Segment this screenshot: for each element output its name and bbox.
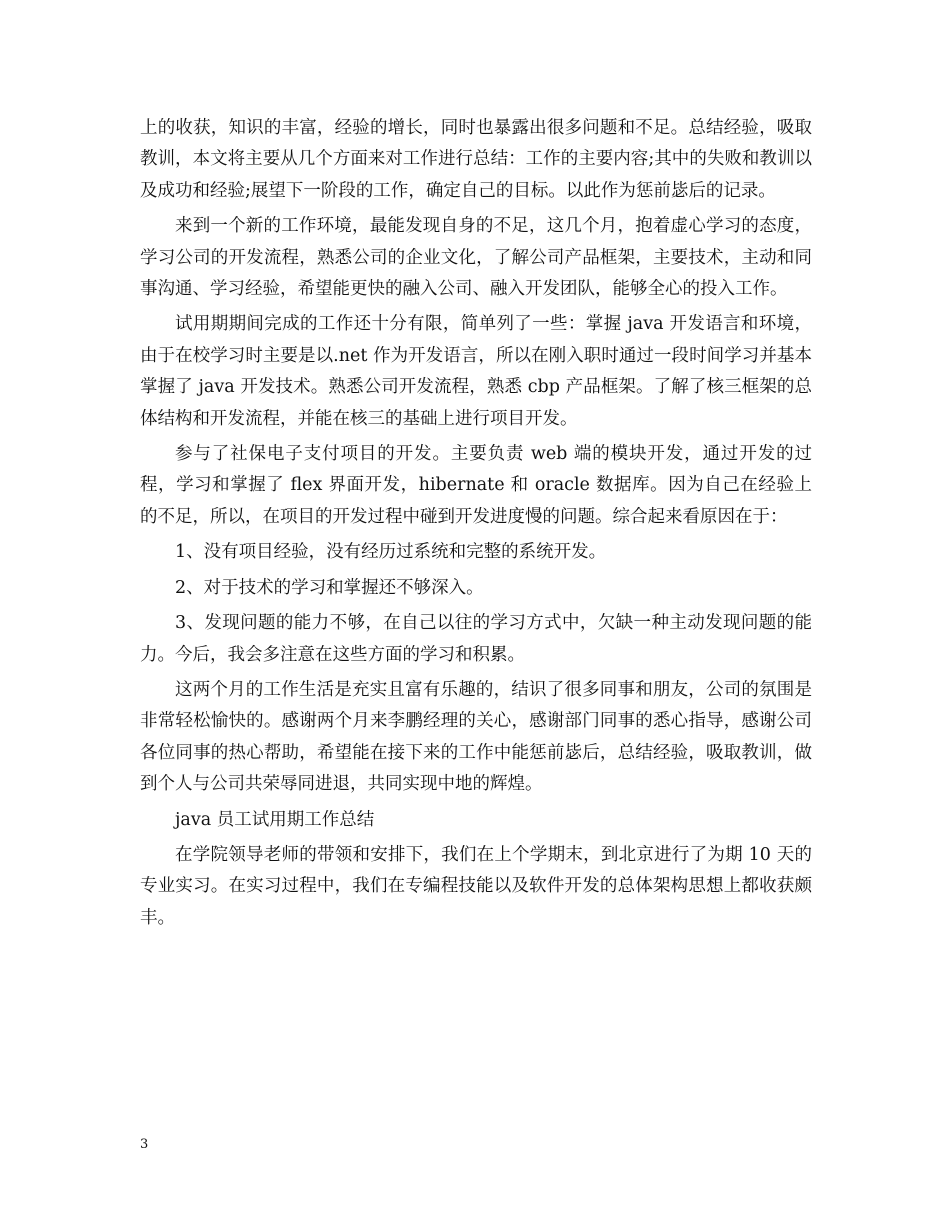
paragraph-5: 这两个月的工作生活是充实且富有乐趣的，结识了很多同事和朋友，公司的氛围是非常轻松愉快的。感谢两个月来李鹏经理的关心，感谢部门同事的悉心指导，感谢公司各位同事的热心帮助，希望能在接下来的工作中能惩前毖后，总结经验，吸取教训，做到个人与公司共荣辱同进退，共同实现中地的辉煌。: [140, 679, 812, 795]
paragraph-1: 上的收获，知识的丰富，经验的增长，同时也暴露出很多问题和不足。总结经验，吸取教训，本文将主要从几个方面来对工作进行总结：工作的主要内容;其中的失败和教训以及成功和经验;展望下一阶段的工作，确定自己的目标。以此作为惩前毖后的记录。: [140, 118, 812, 201]
paragraph-6: 在学院领导老师的带领和安排下，我们在上个学期末，到北京进行了为期 10 天的专业实习。在实习过程中，我们在专编程技能以及软件开发的总体架构思想上都收获颇丰。: [140, 844, 812, 928]
list-item-1: 1、没有项目经验，没有经历过系统和完整的系统开发。: [175, 542, 607, 563]
list-item-3: 3、发现问题的能力不够，在自己以往的学习方式中，欠缺一种主动发现问题的能力。今后，我会多注意在这些方面的学习和积累。: [140, 613, 812, 665]
document-body: [140, 113, 812, 938]
paragraph-2: 来到一个新的工作环境，最能发现自身的不足，这几个月，抱着虚心学习的态度，学习公司的开发流程，熟悉公司的企业文化，了解公司产品框架，主要技术，主动和同事沟通、学习经验，希望能更快的融入公司、融入开发团队，能够全心的投入工作。: [140, 216, 812, 300]
list-item-2: 2、对于技术的学习和掌握还不够深入。: [175, 577, 484, 598]
paragraph-4: 参与了社保电子支付项目的开发。主要负责 web 端的模块开发，通过开发的过程，学习和掌握了 flex 界面开发，hibernate 和 oracle 数据库。因为自己在经验上的不足，所以，在项目的开发过程中碰到开发进度慢的问题。综合起来看原因在于：: [140, 444, 812, 527]
paragraph-3: 试用期期间完成的工作还十分有限，简单列了一些：掌握 java 开发语言和环境，由于在校学习时主要是以.net 作为开发语言，所以在刚入职时通过一段时间学习并基本掌握了 java 开发技术。熟悉公司开发流程，熟悉 cbp 产品框架。了解了核三框架的总体结构和开发流程，并能在核三的基础上进行项目开发。: [140, 314, 812, 429]
section-heading: java 员工试用期工作总结: [175, 809, 375, 830]
page-number: 3: [140, 1137, 149, 1152]
